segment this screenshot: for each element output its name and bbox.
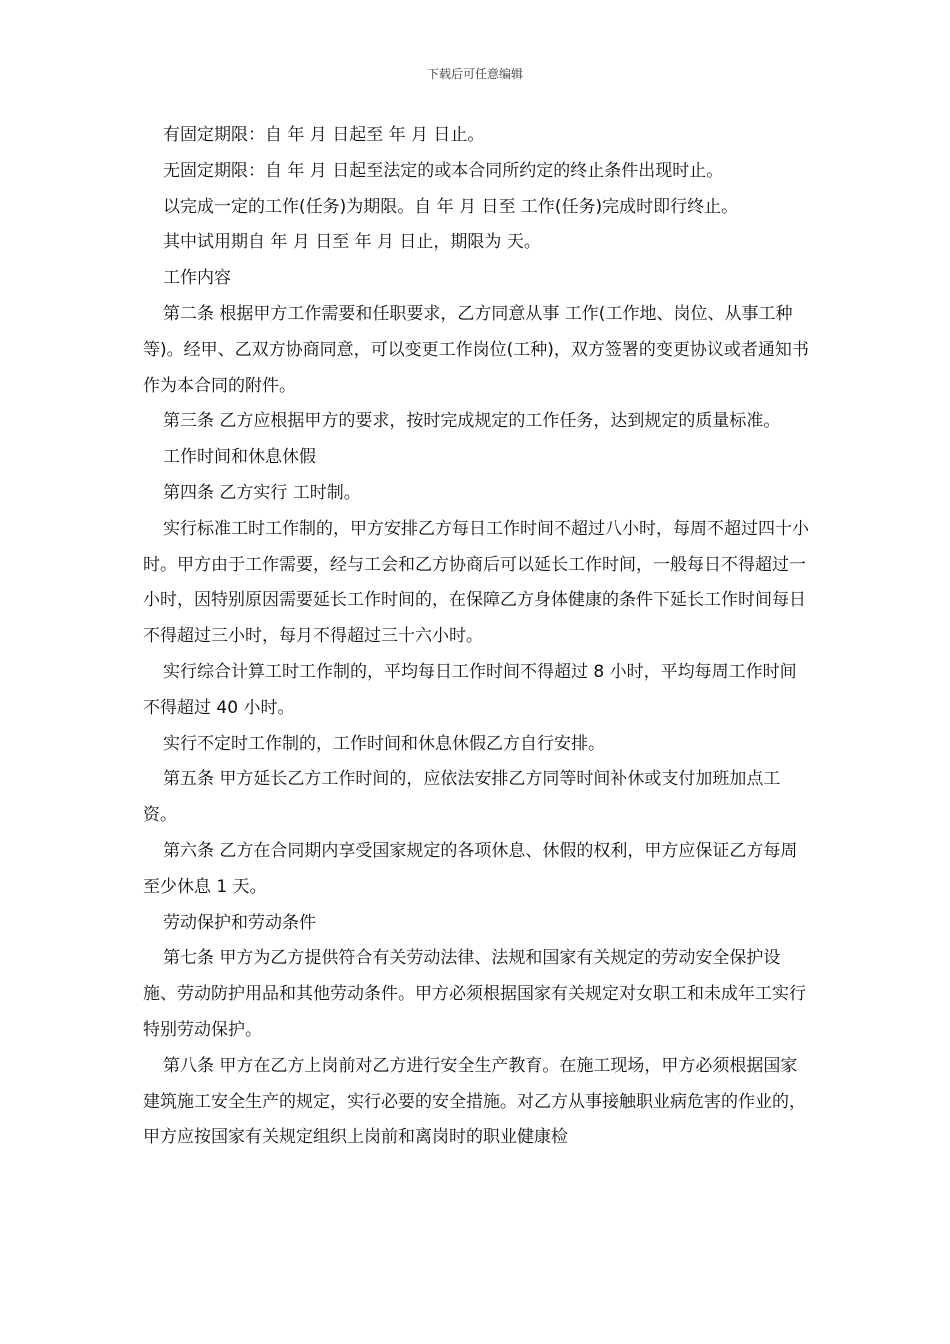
section-heading-work-content: 工作内容 <box>163 268 231 289</box>
paragraph-article-4: 第四条 乙方实行 工时制。 <box>163 482 361 503</box>
paragraph-fixed-term: 有固定期限：自 年 月 日起至 年 月 日止。 <box>163 125 485 145</box>
paragraph-article-7: 第七条 甲方为乙方提供符合有关劳动法律、法规和国家有关规定的劳动安全保护设施、劳动防护用品和其他劳动条件。甲方必须根据国家有关规定对女职工和未成年工实行特别劳动保护。 <box>143 948 806 1040</box>
paragraph-flexible-hours: 实行不定时工作制的，工作时间和休息休假乙方自行安排。 <box>163 733 605 754</box>
paragraph-article-3: 第三条 乙方应根据甲方的要求，按时完成规定的工作任务，达到规定的质量标准。 <box>163 411 781 432</box>
page-header: 下载后可任意编辑 <box>426 67 523 81</box>
paragraph-comprehensive-hours: 实行综合计算工时工作制的，平均每日工作时间不得超过 8 小时，平均每周工作时间不得超过 40 小时。 <box>143 661 797 718</box>
section-heading-labor-protection: 劳动保护和劳动条件 <box>163 912 316 933</box>
document-body <box>143 118 811 1156</box>
paragraph-article-2: 第二条 根据甲方工作需要和任职要求，乙方同意从事 工作(工作地、岗位、从事工种等)。经甲、乙双方协商同意，可以变更工作岗位(工种)，双方签署的变更协议或者通知书作为本合同的附件。 <box>143 303 809 396</box>
paragraph-article-5: 第五条 甲方延长乙方工作时间的，应依法安排乙方同等时间补休或支付加班加点工资。 <box>143 769 781 826</box>
paragraph-task-term: 以完成一定的工作(任务)为期限。自 年 月 日至 工作(任务)完成时即行终止。 <box>163 196 739 217</box>
paragraph-article-8: 第八条 甲方在乙方上岗前对乙方进行安全生产教育。在施工现场，甲方必须根据国家建筑施工安全生产的规定，实行必要的安全措施。对乙方从事接触职业病危害的作业的，甲方应按国家有关规定组织上岗前和离岗时的职业健康检 <box>143 1055 806 1148</box>
paragraph-standard-hours: 实行标准工时工作制的，甲方安排乙方每日工作时间不超过八小时，每周不超过四十小时。甲方由于工作需要，经与工会和乙方协商后可以延长工作时间，一般每日不得超过一小时，因特别原因需要延长工作时间的，在保障乙方身体健康的条件下延长工作时间每日不得超过三小时，每月不得超过三十六小时。 <box>143 518 809 647</box>
paragraph-article-6: 第六条 乙方在合同期内享受国家规定的各项休息、休假的权利，甲方应保证乙方每周至少休息 1 天。 <box>143 840 798 897</box>
paragraph-probation: 其中试用期自 年 月 日至 年 月 日止，期限为 天。 <box>163 232 541 253</box>
section-heading-working-hours: 工作时间和休息休假 <box>163 447 316 468</box>
paragraph-open-term: 无固定期限：自 年 月 日起至法定的或本合同所约定的终止条件出现时止。 <box>163 160 724 181</box>
